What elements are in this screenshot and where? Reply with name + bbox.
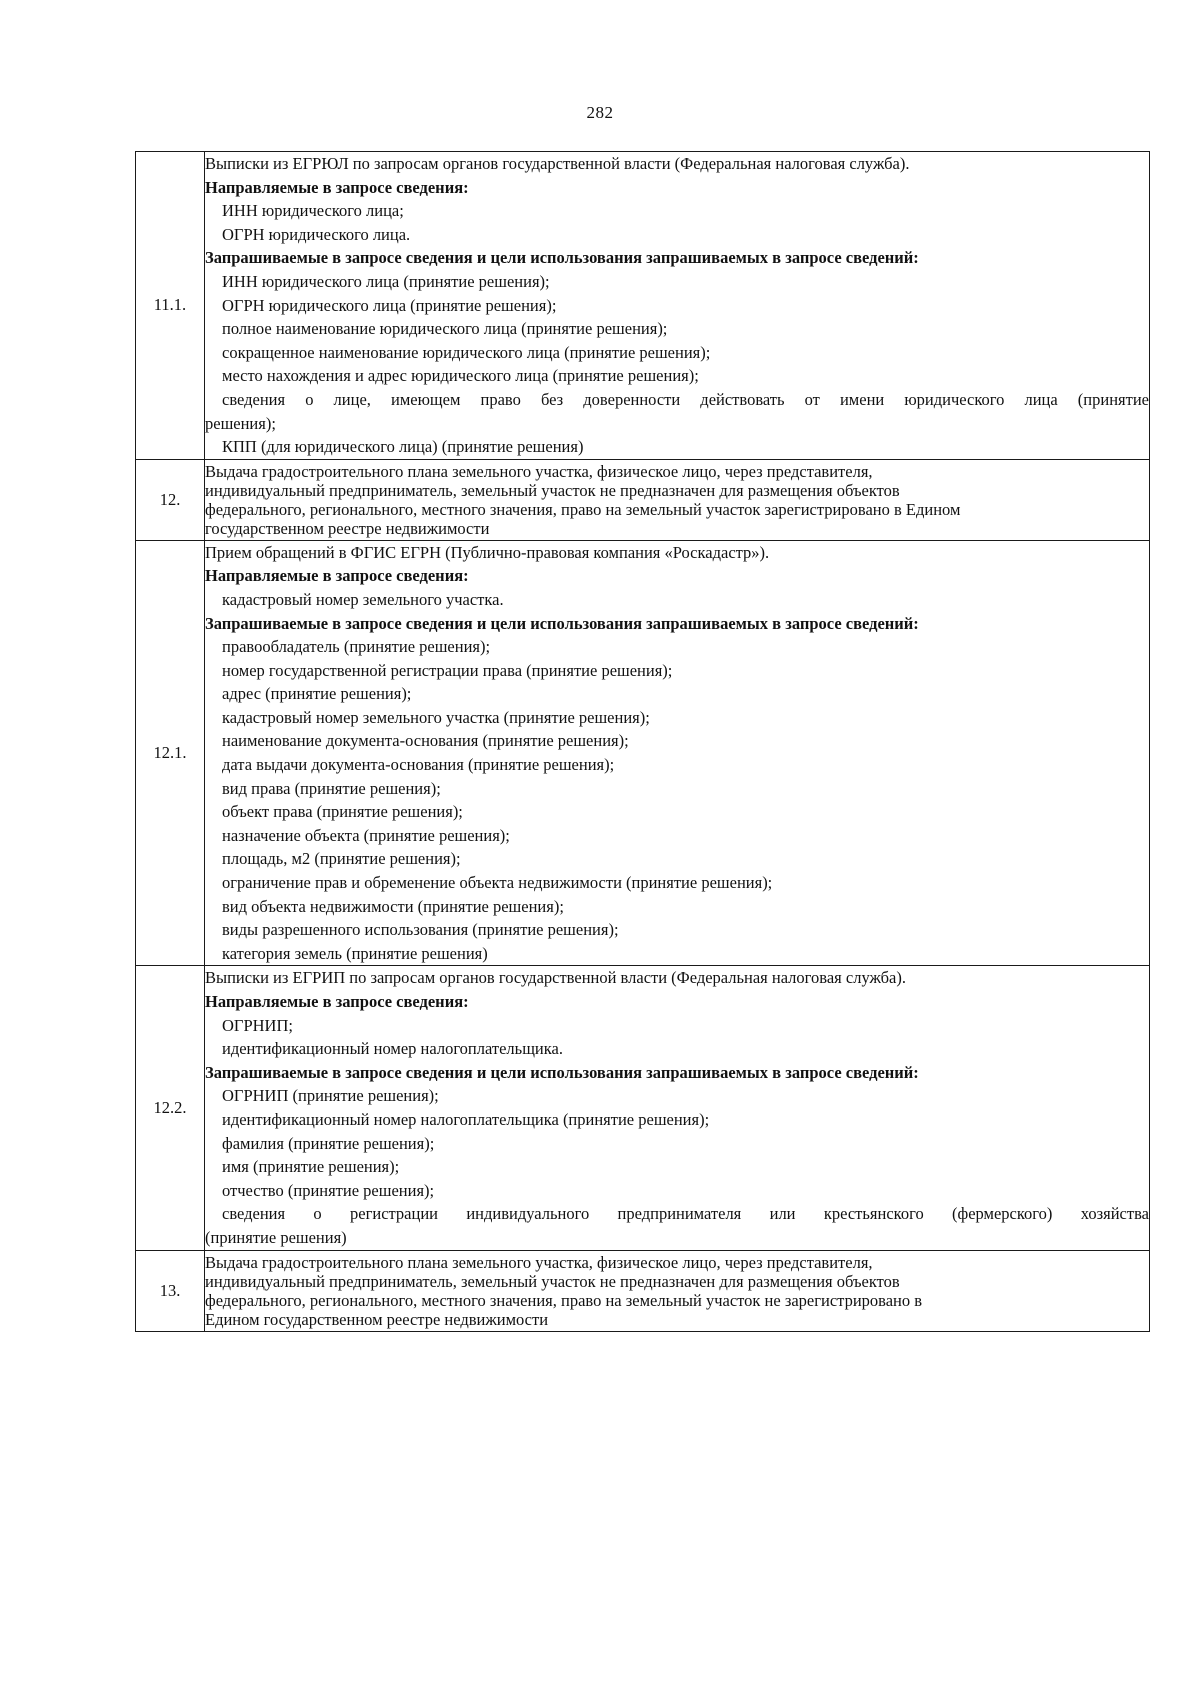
content-line: Едином государственном реестре недвижимости bbox=[205, 1309, 549, 1329]
content-line: назначение объекта (принятие решения); bbox=[222, 825, 510, 845]
content-line: правообладатель (принятие решения); bbox=[222, 637, 491, 657]
table-row bbox=[136, 459, 1150, 540]
row-content bbox=[205, 152, 1150, 460]
section-heading: Направляемые в запросе сведения: bbox=[205, 566, 469, 586]
content-line: дата выдачи документа-основания (принятие решения); bbox=[222, 755, 615, 775]
content-line: имя (принятие решения); bbox=[222, 1157, 400, 1177]
content-line: отчество (принятие решения); bbox=[222, 1180, 435, 1200]
content-line: государственном реестре недвижимости bbox=[205, 518, 490, 538]
row-content bbox=[205, 966, 1150, 1250]
content-line: номер государственной регистрации права (принятие решения); bbox=[222, 660, 673, 680]
section-heading: Запрашиваемые в запросе сведения и цели использования запрашиваемых в запросе сведений: bbox=[205, 248, 919, 268]
content-line: КПП (для юридического лица) (принятие решения) bbox=[222, 437, 584, 457]
content-line: место нахождения и адрес юридического лица (принятие решения); bbox=[222, 366, 699, 386]
row-number: 12.1. bbox=[136, 540, 205, 966]
content-line: ИНН юридического лица; bbox=[222, 201, 404, 221]
content-line: ОГРНИП (принятие решения); bbox=[222, 1086, 439, 1106]
table-row bbox=[136, 152, 1150, 460]
section-heading: Направляемые в запросе сведения: bbox=[205, 177, 469, 197]
row-number: 11.1. bbox=[136, 152, 205, 460]
table-row bbox=[136, 540, 1150, 966]
content-line: ограничение прав и обременение объекта недвижимости (принятие решения); bbox=[222, 873, 773, 893]
content-line: категория земель (принятие решения) bbox=[222, 943, 488, 963]
content-line: наименование документа-основания (принятие решения); bbox=[222, 731, 629, 751]
content-line: вид права (принятие решения); bbox=[222, 778, 441, 798]
content-line: индивидуальный предприниматель, земельный участок не предназначен для размещения объектов bbox=[205, 480, 900, 500]
content-line: площадь, м2 (принятие решения); bbox=[222, 849, 461, 869]
section-heading: Направляемые в запросе сведения: bbox=[205, 992, 469, 1011]
content-line: индивидуальный предприниматель, земельный участок не предназначен для размещения объектов bbox=[205, 1271, 900, 1291]
content-line: ОГРН юридического лица (принятие решения); bbox=[222, 295, 557, 315]
content-line: виды разрешенного использования (принятие решения); bbox=[222, 920, 619, 940]
page-number: 282 bbox=[586, 103, 614, 122]
content-line: Выписки из ЕГРЮЛ по запросам органов государственной власти (Федеральная налоговая служба). bbox=[205, 154, 910, 173]
row-content bbox=[205, 459, 1150, 540]
content-line: Прием обращений в ФГИС ЕГРН (Публично-правовая компания «Роскадастр»). bbox=[205, 542, 770, 562]
content-line: Выписки из ЕГРИП по запросам органов государственной власти (Федеральная налоговая служба). bbox=[205, 968, 906, 988]
content-line: фамилия (принятие решения); bbox=[222, 1133, 435, 1153]
content-line: Выдача градостроительного плана земельного участка, физическое лицо, через представителя, bbox=[205, 1252, 873, 1272]
content-line: ИНН юридического лица (принятие решения); bbox=[222, 271, 550, 291]
row-content bbox=[205, 540, 1150, 966]
content-line: решения); bbox=[205, 413, 276, 433]
section-heading: Запрашиваемые в запросе сведения и цели использования запрашиваемых в запросе сведений: bbox=[205, 613, 919, 633]
content-line: ОГРН юридического лица. bbox=[222, 224, 411, 244]
content-line: сведения о регистрации индивидуального предпринимателя или крестьянского (фермерского) хозяйства bbox=[222, 1204, 1149, 1224]
content-line: вид объекта недвижимости (принятие решения); bbox=[222, 896, 564, 916]
content-line: Выдача градостроительного плана земельного участка, физическое лицо, через представителя, bbox=[205, 461, 873, 481]
services-table bbox=[135, 151, 1150, 1332]
section-heading: Запрашиваемые в запросе сведения и цели использования запрашиваемых в запросе сведений: bbox=[205, 1062, 919, 1082]
row-number: 13. bbox=[136, 1250, 205, 1331]
content-line: федерального, регионального, местного значения, право на земельный участок зарегистрировано в Едином bbox=[205, 499, 961, 519]
content-line: сведения о лице, имеющем право без доверенности действовать от имени юридического лица (принятие bbox=[222, 389, 1149, 409]
row-number: 12.2. bbox=[136, 966, 205, 1250]
table-row bbox=[136, 1250, 1150, 1331]
content-line: идентификационный номер налогоплательщика (принятие решения); bbox=[222, 1109, 710, 1129]
content-line: сокращенное наименование юридического лица (принятие решения); bbox=[222, 342, 711, 362]
content-line: (принятие решения) bbox=[205, 1227, 347, 1247]
content-line: кадастровый номер земельного участка. bbox=[222, 589, 504, 609]
content-line: идентификационный номер налогоплательщика. bbox=[222, 1039, 563, 1059]
content-line: объект права (принятие решения); bbox=[222, 802, 463, 822]
content-line: полное наименование юридического лица (принятие решения); bbox=[222, 319, 668, 339]
row-content bbox=[205, 1250, 1150, 1331]
content-line: адрес (принятие решения); bbox=[222, 684, 412, 704]
table-row bbox=[136, 966, 1150, 1250]
content-line: ОГРНИП; bbox=[222, 1015, 293, 1035]
content-line: федерального, регионального, местного значения, право на земельный участок не зарегистрировано в bbox=[205, 1290, 923, 1310]
row-number: 12. bbox=[136, 459, 205, 540]
content-line: кадастровый номер земельного участка (принятие решения); bbox=[222, 707, 650, 727]
